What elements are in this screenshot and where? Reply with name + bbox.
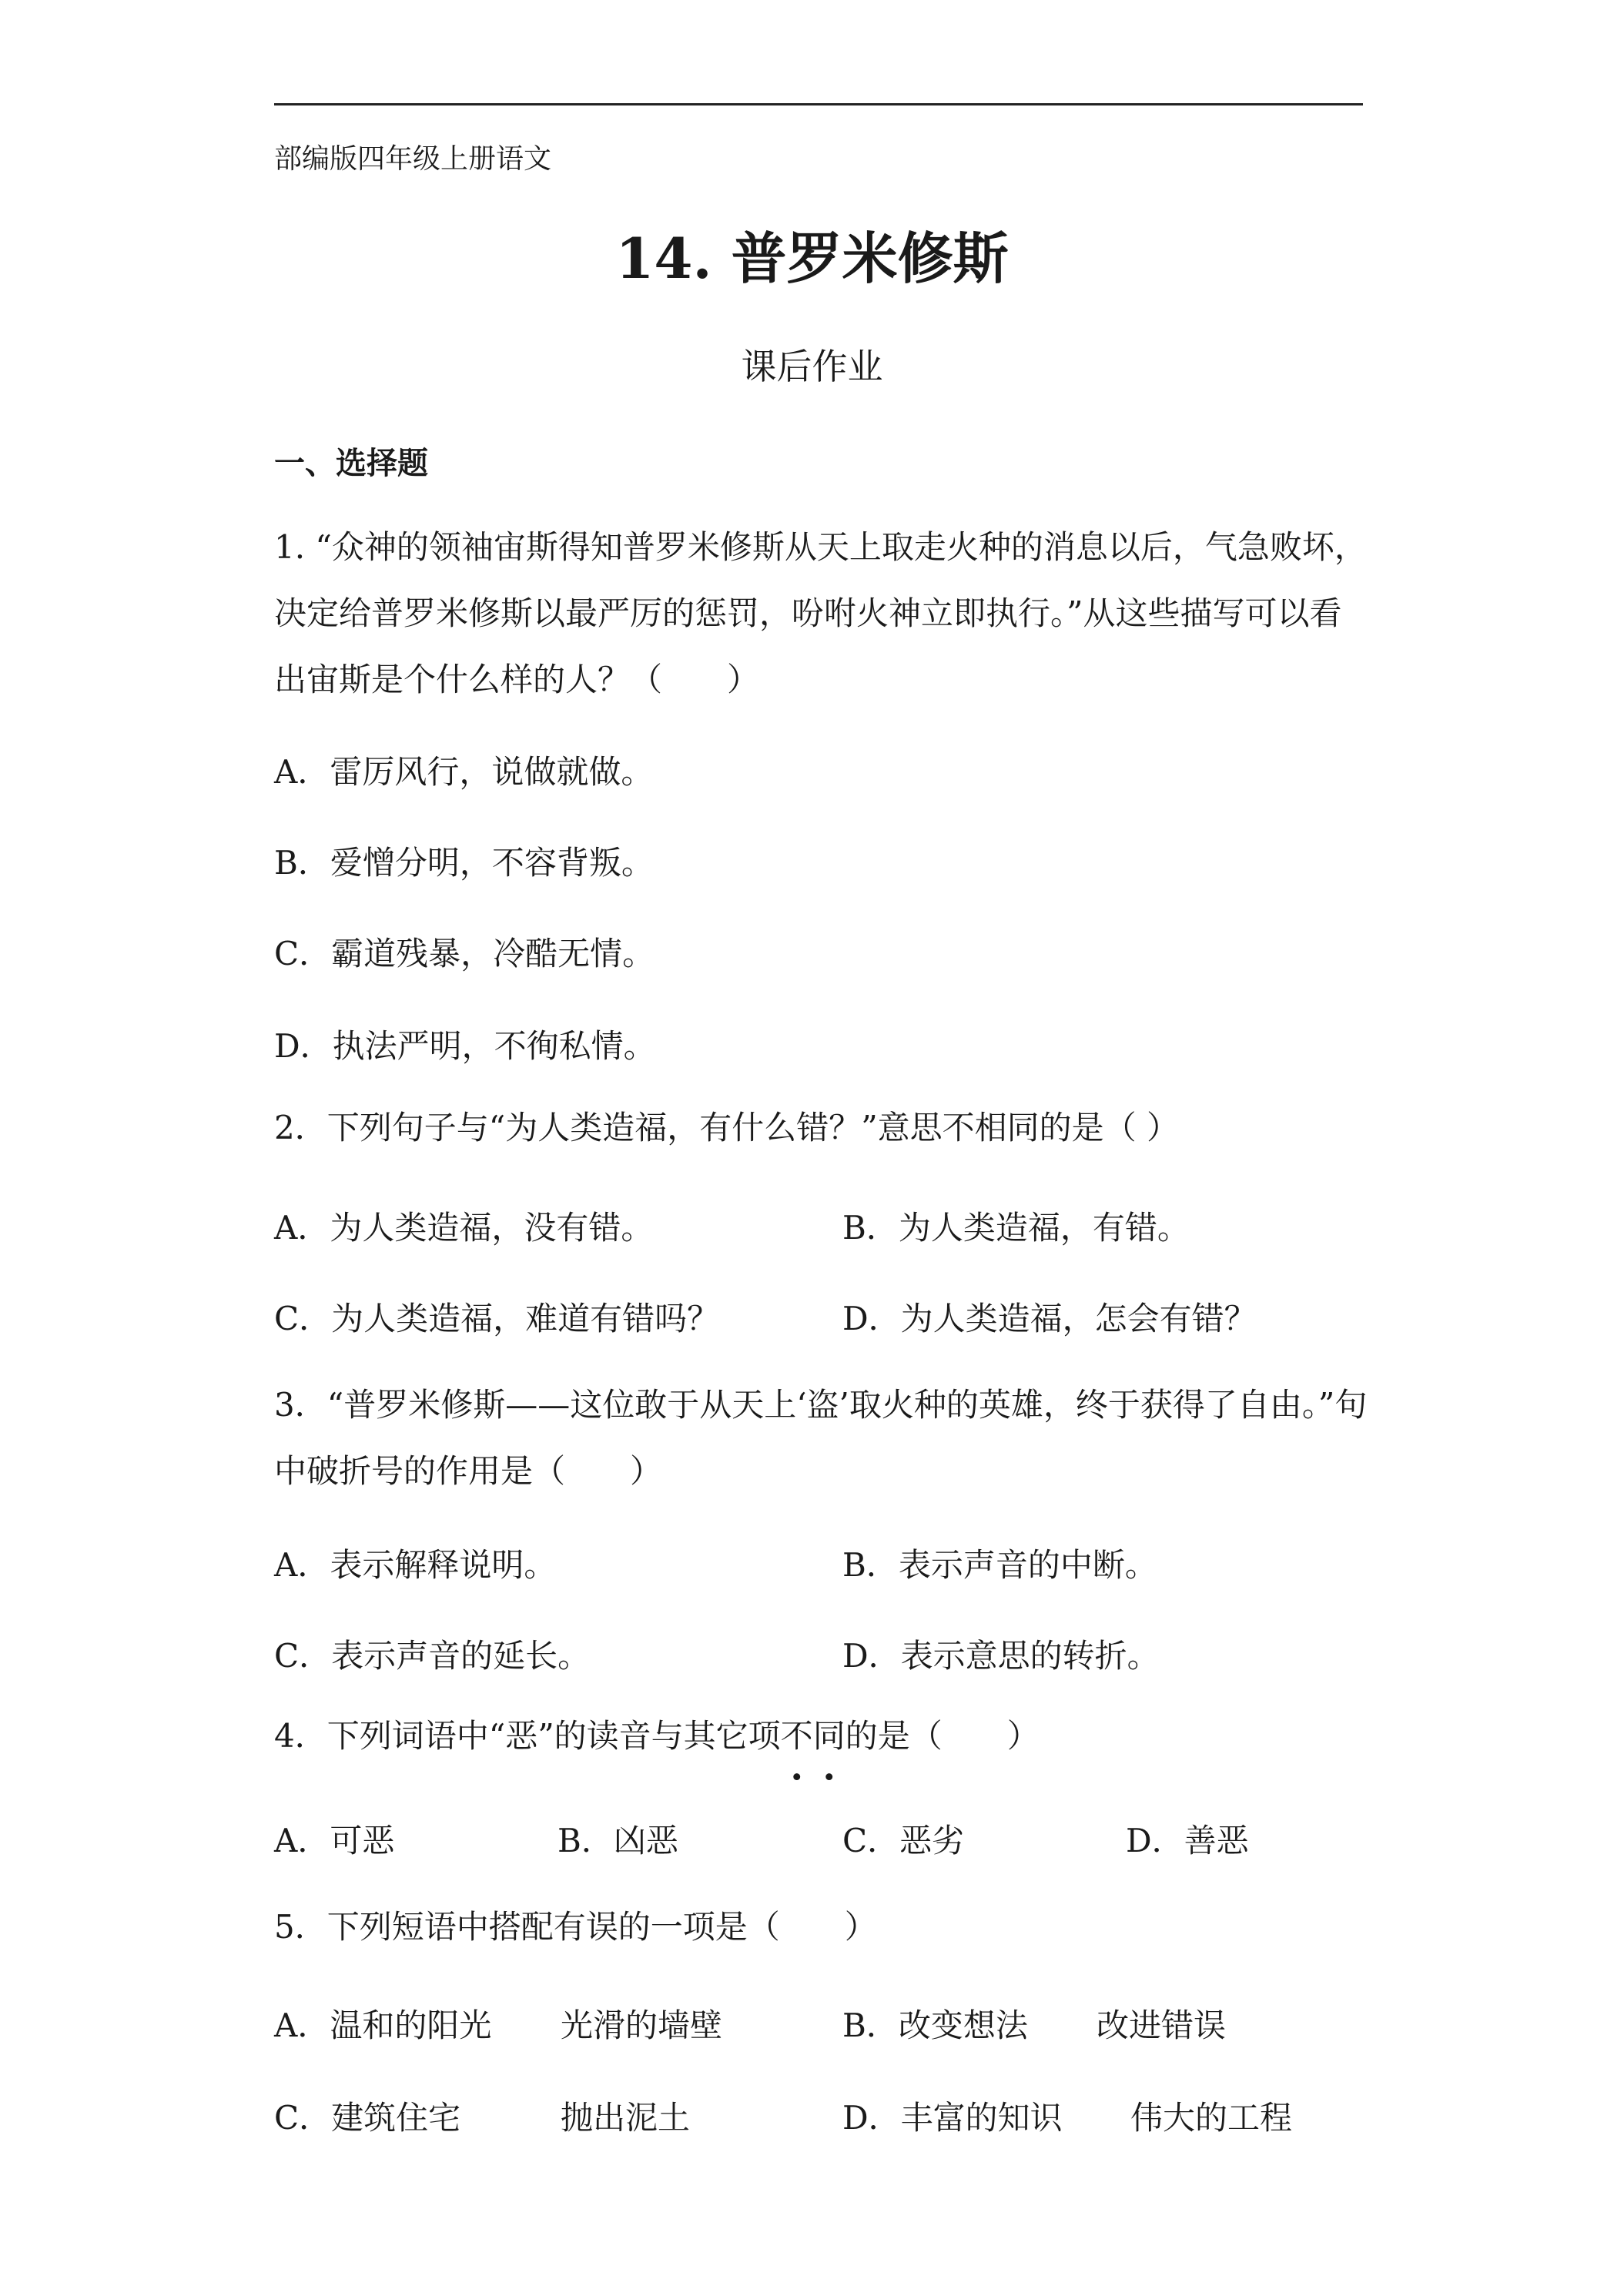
q3-option-b: B．表示声音的中断。: [842, 1546, 1157, 1584]
q2-option-a: A．为人类造福，没有错。: [274, 1209, 654, 1247]
question-1: 1. “众神的领袖宙斯得知普罗米修斯从天上取走火种的消息以后，气急败坏，决定给普罗米修斯以最严厉的惩罚，吩咐火神立即执行。”从这些描写可以看出宙斯是个什么样的人？（ ）: [274, 528, 1367, 698]
q5-option-b-part-1: B．改变想法: [842, 2006, 1028, 2044]
q5-option-a-part-1: A．温和的阳光: [274, 2006, 492, 2044]
q5-option-b-part-2: 改进错误: [1097, 2006, 1227, 2044]
q5-option-a-part-2: 光滑的墙壁: [561, 2006, 723, 2044]
q2-option-c: C．为人类造福，难道有错吗？: [274, 1300, 720, 1337]
question-2: 2．下列句子与“为人类造福，有什么错？”意思不相同的是（ ）: [274, 1109, 1180, 1146]
q4-option-a: A．可恶: [274, 1822, 395, 1859]
q5-option-d-part-1: D．丰富的知识: [842, 2099, 1063, 2137]
q1-option-c: C．霸道残暴，冷酷无情。: [274, 935, 655, 972]
header-rule: [274, 103, 1363, 105]
q4-option-b: B．凶恶: [558, 1822, 678, 1859]
section-heading: 一、选择题: [274, 445, 428, 481]
q4-emphasis-char-2: 同: [812, 1717, 845, 1755]
page-title: 14. 普罗米修斯: [615, 226, 1009, 291]
q4-option-c: C．恶劣: [842, 1822, 965, 1859]
q5-option-c-part-2: 抛出泥土: [561, 2099, 691, 2137]
q4-emphasis-char-1: 不: [780, 1717, 813, 1755]
question-5: 5．下列短语中搭配有误的一项是（ ）: [274, 1908, 877, 1946]
question-4: [274, 1703, 1368, 1769]
q1-option-b: B．爱憎分明，不容背叛。: [274, 844, 654, 882]
document-header: 部编版四年级上册语文: [274, 143, 552, 175]
q4-text-before: 4．下列词语中“恶”的读音与其它项: [274, 1717, 781, 1755]
q1-option-a: A．雷厉风行，说做就做。: [274, 753, 654, 791]
q2-option-d: D．为人类造福，怎会有错？: [842, 1300, 1257, 1337]
q4-option-d: D．善恶: [1126, 1822, 1249, 1859]
q3-option-a: A．表示解释说明。: [274, 1546, 557, 1584]
q5-option-d-part-2: 伟大的工程: [1130, 2099, 1293, 2137]
q3-option-d: D．表示意思的转折。: [842, 1637, 1160, 1675]
q5-option-c-part-1: C．建筑住宅: [274, 2099, 461, 2137]
q4-text-after: 的是（ ）: [845, 1717, 1040, 1755]
page-subtitle: 课后作业: [741, 346, 883, 387]
question-3: 3．“普罗米修斯——这位敢于从天上‘盗’取火种的英雄，终于获得了自由。”句中破折号的作用是（ ）: [274, 1386, 1368, 1490]
q3-option-c: C．表示声音的延长。: [274, 1637, 591, 1675]
q1-option-d: D．执法严明，不徇私情。: [274, 1027, 656, 1065]
q2-option-b: B．为人类造福，有错。: [842, 1209, 1190, 1247]
